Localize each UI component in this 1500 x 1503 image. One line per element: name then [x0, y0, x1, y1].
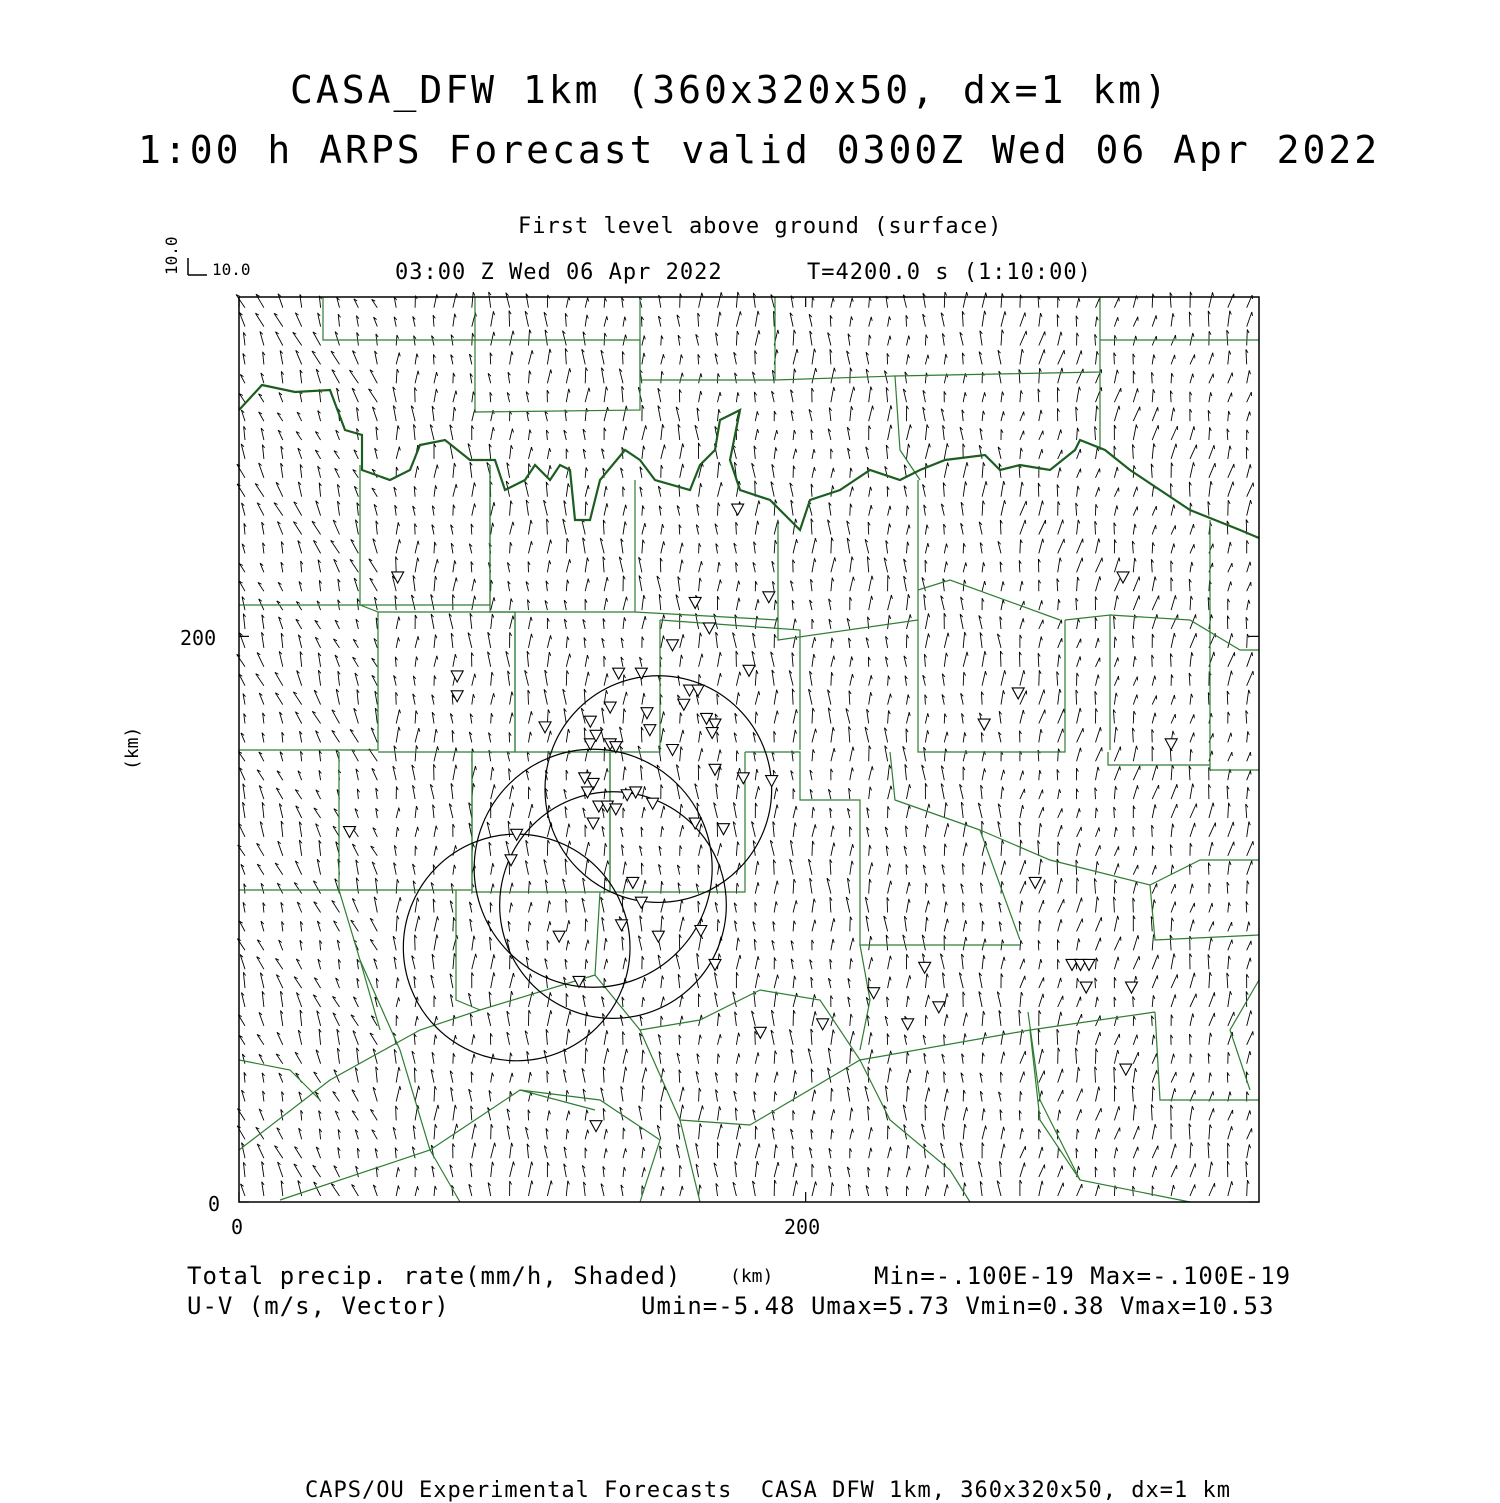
station-marker-63: [1080, 982, 1092, 993]
red-river-line: [239, 385, 1259, 538]
ref-vector-v-label: 10.0: [162, 236, 181, 275]
county-boundaries: [239, 297, 1259, 1202]
county-line-0: [323, 297, 475, 340]
station-marker-67: [902, 1019, 914, 1030]
county-line-22: [610, 752, 745, 892]
y-tick-label-200: 200: [180, 626, 217, 650]
county-line-13: [515, 612, 660, 752]
shaded-field-label: Total precip. rate(mm/h, Shaded): [187, 1262, 682, 1290]
station-marker-42: [647, 798, 659, 809]
station-marker-26: [584, 739, 596, 750]
station-marker-37: [621, 790, 633, 801]
station-marker-2: [689, 597, 701, 608]
station-marker-16: [584, 716, 596, 727]
station-marker-12: [678, 699, 690, 710]
station-marker-40: [610, 804, 622, 815]
ref-vector-u-label: 10.0: [212, 260, 251, 279]
model-time: T=4200.0 s (1:10:00): [807, 260, 1092, 285]
level-label: First level above ground (surface): [518, 214, 1003, 239]
station-marker-55: [695, 926, 707, 937]
station-marker-66: [817, 1019, 829, 1030]
plot-frame: [239, 297, 1259, 1202]
station-marker-14: [692, 685, 704, 696]
axis-ticks: [239, 297, 1259, 1202]
station-marker-9: [613, 668, 625, 679]
station-marker-54: [652, 931, 664, 942]
county-line-7: [360, 465, 490, 605]
county-line-12: [378, 612, 515, 752]
red-river-boundary: [239, 385, 1259, 538]
county-line-42: [1030, 1030, 1190, 1202]
county-line-46: [1230, 980, 1259, 1090]
station-marker-69: [1120, 1064, 1132, 1075]
reference-vector-icon: [188, 258, 207, 275]
county-line-18: [1110, 615, 1259, 650]
county-line-44: [239, 1060, 320, 1100]
county-line-16: [1065, 615, 1110, 750]
county-line-2: [640, 297, 775, 380]
wind-vector-layer: [236, 292, 1254, 1196]
county-line-29: [456, 890, 480, 1010]
valid-time: 03:00 Z Wed 06 Apr 2022: [395, 260, 723, 285]
station-marker-22: [1165, 739, 1177, 750]
radar-ring-3: [403, 834, 630, 1061]
x-axis-label: (km): [730, 1266, 774, 1287]
county-line-19: [1210, 520, 1259, 770]
x-tick-label-200: 200: [784, 1215, 821, 1239]
station-markers: [344, 504, 1178, 1132]
county-line-23: [745, 752, 1020, 945]
x-tick-label-0: 0: [231, 1215, 244, 1239]
radar-ring-2: [500, 792, 727, 1019]
county-line-36: [239, 1010, 480, 1150]
county-line-1: [475, 340, 640, 412]
county-line-26: [980, 830, 1259, 885]
minmax-stats: Min=-.100E-19 Max=-.100E-19: [874, 1262, 1292, 1290]
county-line-28: [239, 890, 380, 1030]
station-marker-17: [641, 708, 653, 719]
station-marker-57: [919, 962, 931, 973]
county-line-11: [239, 605, 378, 750]
station-marker-56: [709, 959, 721, 970]
station-marker-53: [616, 920, 628, 931]
wind-vectors: [236, 292, 1254, 1196]
station-marker-62: [1083, 959, 1095, 970]
chart-title: CASA_DFW 1km (360x320x50, dx=1 km): [290, 68, 1170, 112]
chart-subtitle: 1:00 h ARPS Forecast valid 0300Z Wed 06 Apr 2022: [138, 128, 1381, 172]
county-line-35: [1155, 1012, 1259, 1100]
station-marker-51: [1029, 877, 1041, 888]
station-marker-59: [933, 1002, 945, 1013]
county-line-25: [1108, 752, 1210, 765]
station-marker-46: [344, 827, 356, 838]
county-line-40: [760, 990, 970, 1202]
county-line-5: [895, 376, 920, 480]
station-marker-7: [667, 640, 679, 651]
station-marker-11: [743, 665, 755, 676]
y-axis-label: (km): [122, 726, 143, 770]
station-marker-64: [1126, 982, 1138, 993]
y-tick-label-0: 0: [208, 1192, 221, 1216]
station-marker-43: [587, 818, 599, 829]
station-marker-15: [604, 702, 616, 713]
county-line-20: [339, 752, 472, 890]
station-marker-18: [644, 725, 656, 736]
station-marker-32: [737, 773, 749, 784]
station-marker-52: [553, 931, 565, 942]
station-marker-25: [539, 722, 551, 733]
vector-field-label: U-V (m/s, Vector): [187, 1292, 450, 1320]
station-marker-24: [1012, 688, 1024, 699]
station-marker-70: [590, 1121, 602, 1132]
county-line-15: [918, 620, 1065, 752]
footer-credit: CAPS/OU Experimental Forecasts CASA DFW 1km, 360x320x50, dx=1 km: [305, 1478, 1231, 1503]
station-marker-30: [667, 745, 679, 756]
county-line-34: [1028, 1012, 1080, 1180]
station-marker-0: [732, 504, 744, 515]
station-marker-49: [627, 877, 639, 888]
station-marker-3: [763, 592, 775, 603]
station-marker-50: [635, 897, 647, 908]
station-marker-8: [703, 623, 715, 634]
station-marker-23: [978, 719, 990, 730]
station-marker-33: [766, 776, 778, 787]
uv-stats: Umin=-5.48 Umax=5.73 Vmin=0.38 Vmax=10.53: [641, 1292, 1275, 1320]
county-line-41: [860, 945, 870, 1050]
county-line-3: [775, 297, 1100, 380]
station-marker-45: [718, 824, 730, 835]
county-line-27: [1150, 885, 1259, 940]
county-line-10: [778, 480, 918, 640]
station-marker-5: [451, 671, 463, 682]
